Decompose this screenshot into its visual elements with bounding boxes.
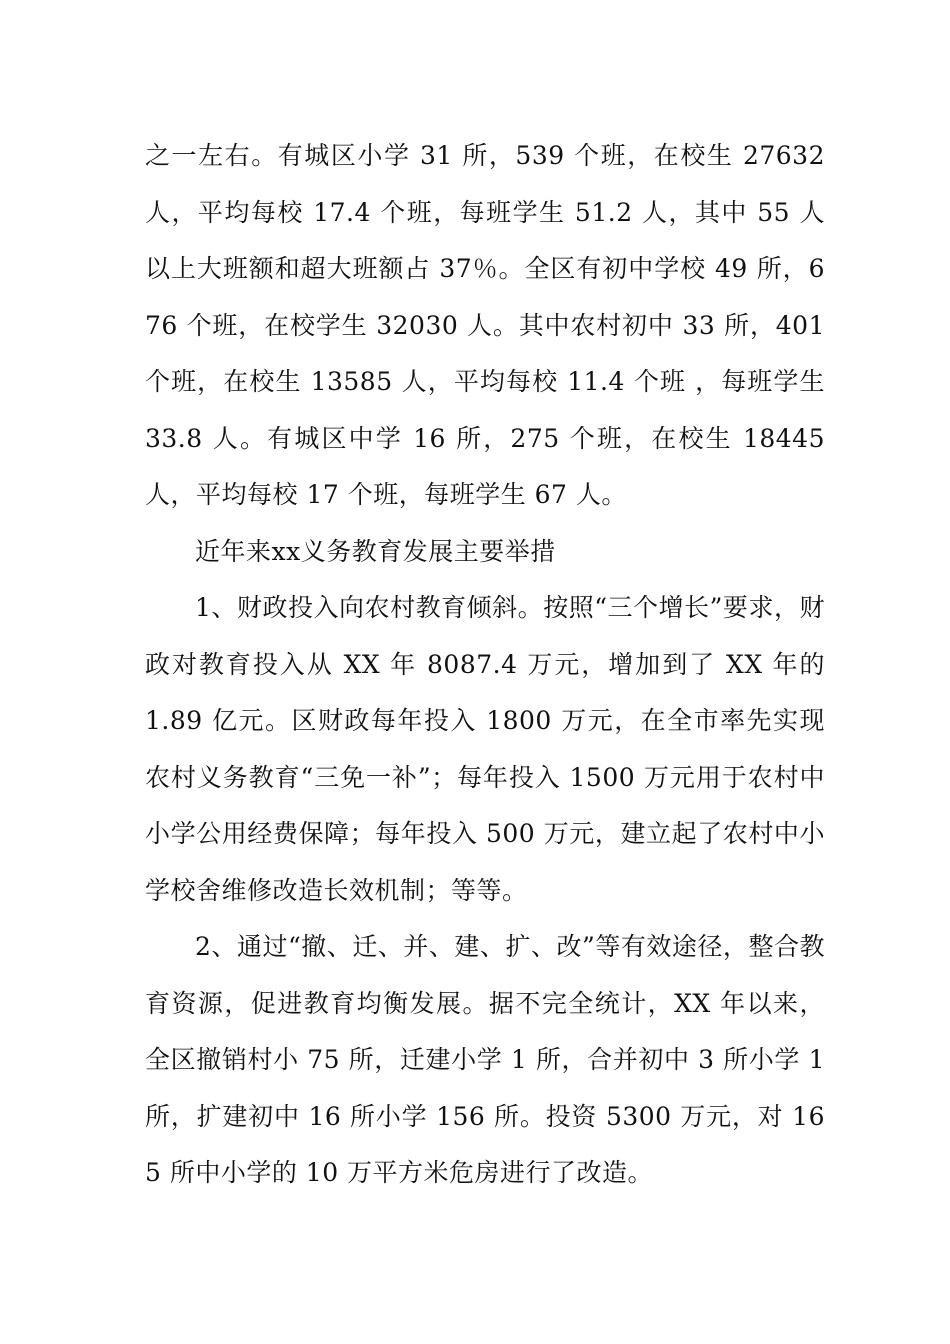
section-heading: 近年来xx义务教育发展主要举措	[195, 536, 556, 566]
paragraph-measure-1: 1、财政投入向农村教育倾斜。按照“三个增长”要求，财政对教育投入从 XX 年 8087.4 万元，增加到了 XX 年的 1.89 亿元。区财政每年投入 1800 万元，在全市率先实现农村义务教育“三免一补”；每年投入 1500 万元用于农村中小学公用经费保障；每年投入 500 万元，建立起了农村中小学校舍维修改造长效机制；等等。	[145, 593, 825, 905]
paragraph-measure-2: 2、通过“撤、迁、并、建、扩、改”等有效途径，整合教育资源，促进教育均衡发展。据不完全统计，XX 年以来，全区撤销村小 75 所，迁建小学 1 所，合并初中 3 所小学 1 所，扩建初中 16 所小学 156 所。投资 5300 万元，对 165 所中小学的 10 万平方米危房进行了改造。	[145, 932, 825, 1187]
paragraph-school-statistics: 之一左右。有城区小学 31 所，539 个班，在校生 27632 人，平均每校 17.4 个班，每班学生 51.2 人，其中 55 人以上大班额和超大班额占 37％。全区有初中学校 49 所，676 个班，在校学生 32030 人。其中农村初中 33 所，401 个班，在校生 13585 人，平均每校 11.4 个班 ，每班学生 33.8 人。有城区中学 16 所，275 个班，在校生 18445 人，平均每校 17 个班，每班学生 67 人。	[145, 141, 825, 509]
document-body	[145, 128, 825, 1202]
